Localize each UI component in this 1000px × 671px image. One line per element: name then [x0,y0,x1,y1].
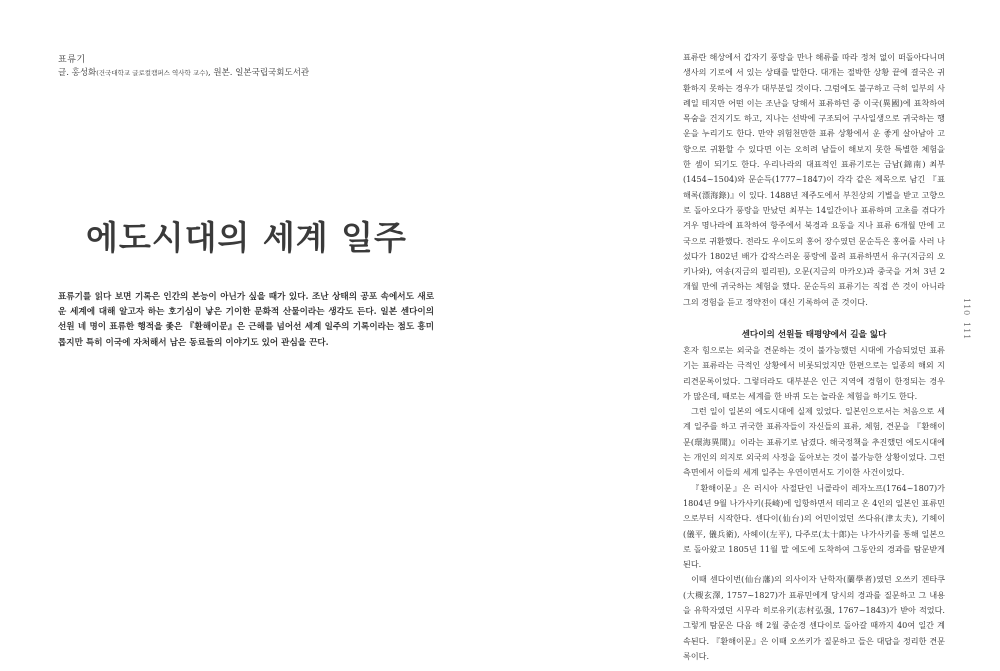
page-number-right: 111 [962,322,971,341]
body-paragraph: 그런 일이 일본의 에도시대에 실제 있었다. 일본인으로서는 처음으로 세계 일주를 하고 귀국한 표류자들이 자신들의 표류, 체험, 견문을 『환해이문(環海異聞)』이라는 표류기로 남겼다. 해국정책을 추진했던 에도시대에는 개인의 의지로 외국의 사정을 돌아보는 것이 불가능한 상황이었다. 그런 측면에서 이들의 세계 일주는 우연이면서도 기이한 사건이었다. [683,406,945,478]
body-paragraph: 혼자 힘으로는 외국을 견문하는 것이 불가능했던 시대에 가슴되었던 표류기는 표류라는 극적인 상황에서 비롯되었지만 한편으로는 일종의 해외 지리견문록이었다. 그렇더라도 대부분은 인근 지역에 경험이 한정되는 경우가 많은데, 때로는 세계를 한 바퀴 도는 놀라운 체험을 하기도 한다. [683,345,945,401]
right-page [500,0,1000,671]
author-credit [58,66,309,78]
body-paragraph: 『환해이문』은 러시아 사절단인 니콜라이 레자노프(1764~1807)가 1804년 9월 나가사키(長崎)에 입항하면서 데리고 온 4인의 일본인 표류민으로부터 시작한다. 센다이(仙台)의 어민이었던 쓰다유(津太夫), 기헤이(儀平, 儀兵衛), 사헤이(左平), 다주로(太十郎)는 나가사키를 통해 일본으로 돌아왔고 1805년 11월 말 에도에 도착하여 그동안의 경과를 탐문받게 된다. [683,482,945,570]
credit-suffix: , 원본. 일본국립국회도서관 [207,68,310,78]
section-heading: 센다이의 선원들 태평양에서 길을 잃다 [741,330,887,340]
body-intro [683,50,945,310]
lead-text: 표류기를 읽다 보면 기록은 인간의 본능이 아닌가 싶을 때가 있다. 조난 상태의 공포 속에서도 새로운 세계에 대해 알고자 하는 호기심이 낳은 기이한 문화적 산물이라는 생각도 든다. 일본 센다이의 선원 네 명이 표류한 행적을 좇은 『환해이문』은 근해를 넘어선 세계 일주의 기록이라는 점도 흥미롭지만 특히 이국에 자처해서 남은 동료들의 이야기도 있어 관심을 끈다. [58,292,434,348]
credit-affiliation: (건국대학교 글로컬캠퍼스 역사학 교수) [96,69,208,77]
body-paragraph: 이때 센다이번(仙台藩)의 의사이자 난학자(蘭學者)였던 오쓰키 겐타쿠(大槻玄澤, 1757~1827)가 표류민에게 당시의 경과를 질문하고 그 내용을 유학자였던 시무라 히로유키(志村弘强, 1767~1843)가 받아 적었다. 그렇게 탐문은 다음 해 2월 중순경 센다이로 돌아갈 때까지 40여 일간 계속된다. 『환해이문』은 이때 오쓰키가 질문하고 들은 대답을 정리한 견문록이다. [683,574,945,661]
series-label: 표류기 [58,55,86,65]
credit-prefix: 글. 홍성화 [58,68,97,78]
article-title: 에도시대의 세계 일주 [86,218,407,257]
intro-paragraph: 표류란 해상에서 갑자기 풍랑을 만나 해류를 따라 정처 없이 떠돌아다니며 생사의 기로에 서 있는 상태를 말한다. 대개는 절박한 상황 끝에 결국은 귀환하지 못하는 경우가 대부분일 것이다. 그럼에도 불구하고 극히 일부의 사례일 테지만 어떤 이는 조난을 당해서 표류하던 중 이국(異國)에 표착하여 목숨을 건지기도 하고, 지나는 선박에 구조되어 구사일생으로 귀국하는 행운을 누리기도 한다. 만약 위험천만한 표류 상황에서 운 좋게 살아남아 고향으로 귀환할 수 있다면 이는 오히려 남들이 해보지 못한 특별한 체험을 한 셈이 되기도 한다. 우리나라의 대표적인 표류기로는 금남(錦南) 최부(1454~1504)와 문순득(1777~1847)이 각각 같은 제목으로 남긴 『표해록(漂海錄)』이 있다. 1488년 제주도에서 부친상의 기별을 받고 고향으로 돌아오다가 풍랑을 만났던 최부는 14일간이나 표류하며 고초를 겪다가 겨우 명나라에 표착하여 항주에서 북경과 요동을 지나 표류 6개월 만에 고국으로 귀환했다. 전라도 우이도의 홍어 장수였던 문순득은 홍어를 사러 나섰다가 1802년 배가 갑작스러운 풍랑에 몰려 표류하면서 유구(지금의 오키나와), 여송(지금의 필리핀), 오문(지금의 마카오)과 중국을 거쳐 3년 2개월 만에 귀국하는 체험을 했다. 문순득의 표류기는 직접 쓴 것이 아니라 그의 경험을 듣고 정약전이 대신 기록하여 준 것이다. [683,52,945,307]
lead-paragraph [58,290,434,351]
page-number-left: 110 [962,298,971,317]
body-section [683,343,945,664]
